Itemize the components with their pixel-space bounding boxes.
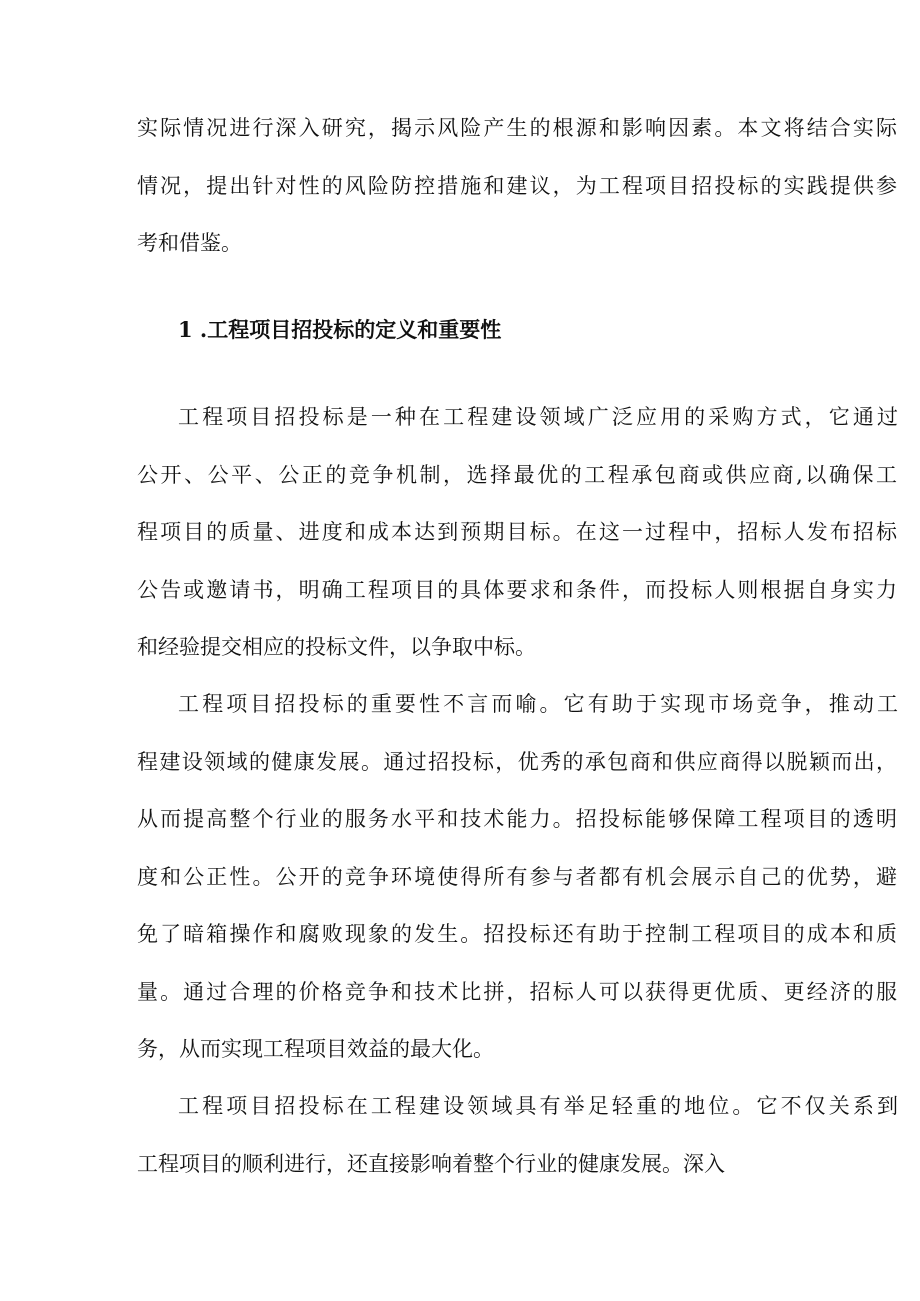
paragraph-line: 免了暗箱操作和腐败现象的发生。招投标还有助于控制工程项目的成本和质 [137, 922, 900, 946]
paragraph-line: 程建设领域的健康发展。通过招投标，优秀的承包商和供应商得以脱颖而出， [137, 750, 899, 774]
intro-line: 情况，提出针对性的风险防控措施和建议，为工程项目招投标的实践提供参 [137, 174, 900, 198]
paragraph-line: 程项目的质量、进度和成本达到预期目标。在这一过程中，招标人发布招标 [137, 520, 900, 544]
intro-line: 考和借鉴。 [137, 231, 242, 255]
paragraph-line: 公开、公平、公正的竞争机制，选择最优的工程承包商或供应商,以确保工 [137, 463, 900, 487]
paragraph-line: 工程项目招投标是一种在工程建设领域广泛应用的采购方式，它通过 [178, 405, 902, 429]
paragraph-line: 务，从而实现工程项目效益的最大化。 [137, 1037, 494, 1061]
paragraph-line: 公告或邀请书，明确工程项目的具体要求和条件，而投标人则根据自身实力 [137, 578, 900, 602]
paragraph-line: 工程项目招投标的重要性不言而喻。它有助于实现市场竞争，推动工 [178, 692, 902, 716]
paragraph-line: 量。通过合理的价格竞争和技术比拼，招标人可以获得更优质、更经济的服 [137, 980, 900, 1004]
paragraph-line: 从而提高整个行业的服务水平和技术能力。招投标能够保障工程项目的透明 [137, 807, 900, 831]
paragraph-line: 工程项目的顺利进行，还直接影响着整个行业的健康发展。深入 [137, 1152, 725, 1176]
paragraph-line: 和经验提交相应的投标文件，以争取中标。 [137, 635, 536, 659]
paragraph-line: 工程项目招投标在工程建设领域具有举足轻重的地位。它不仅关系到 [178, 1094, 902, 1118]
intro-line: 实际情况进行深入研究，揭示风险产生的根源和影响因素。本文将结合实际 [137, 116, 900, 140]
section-heading: 1 .工程项目招投标的定义和重要性 [178, 317, 502, 342]
paragraph-line: 度和公正性。公开的竞争环境使得所有参与者都有机会展示自己的优势，避 [137, 865, 900, 889]
